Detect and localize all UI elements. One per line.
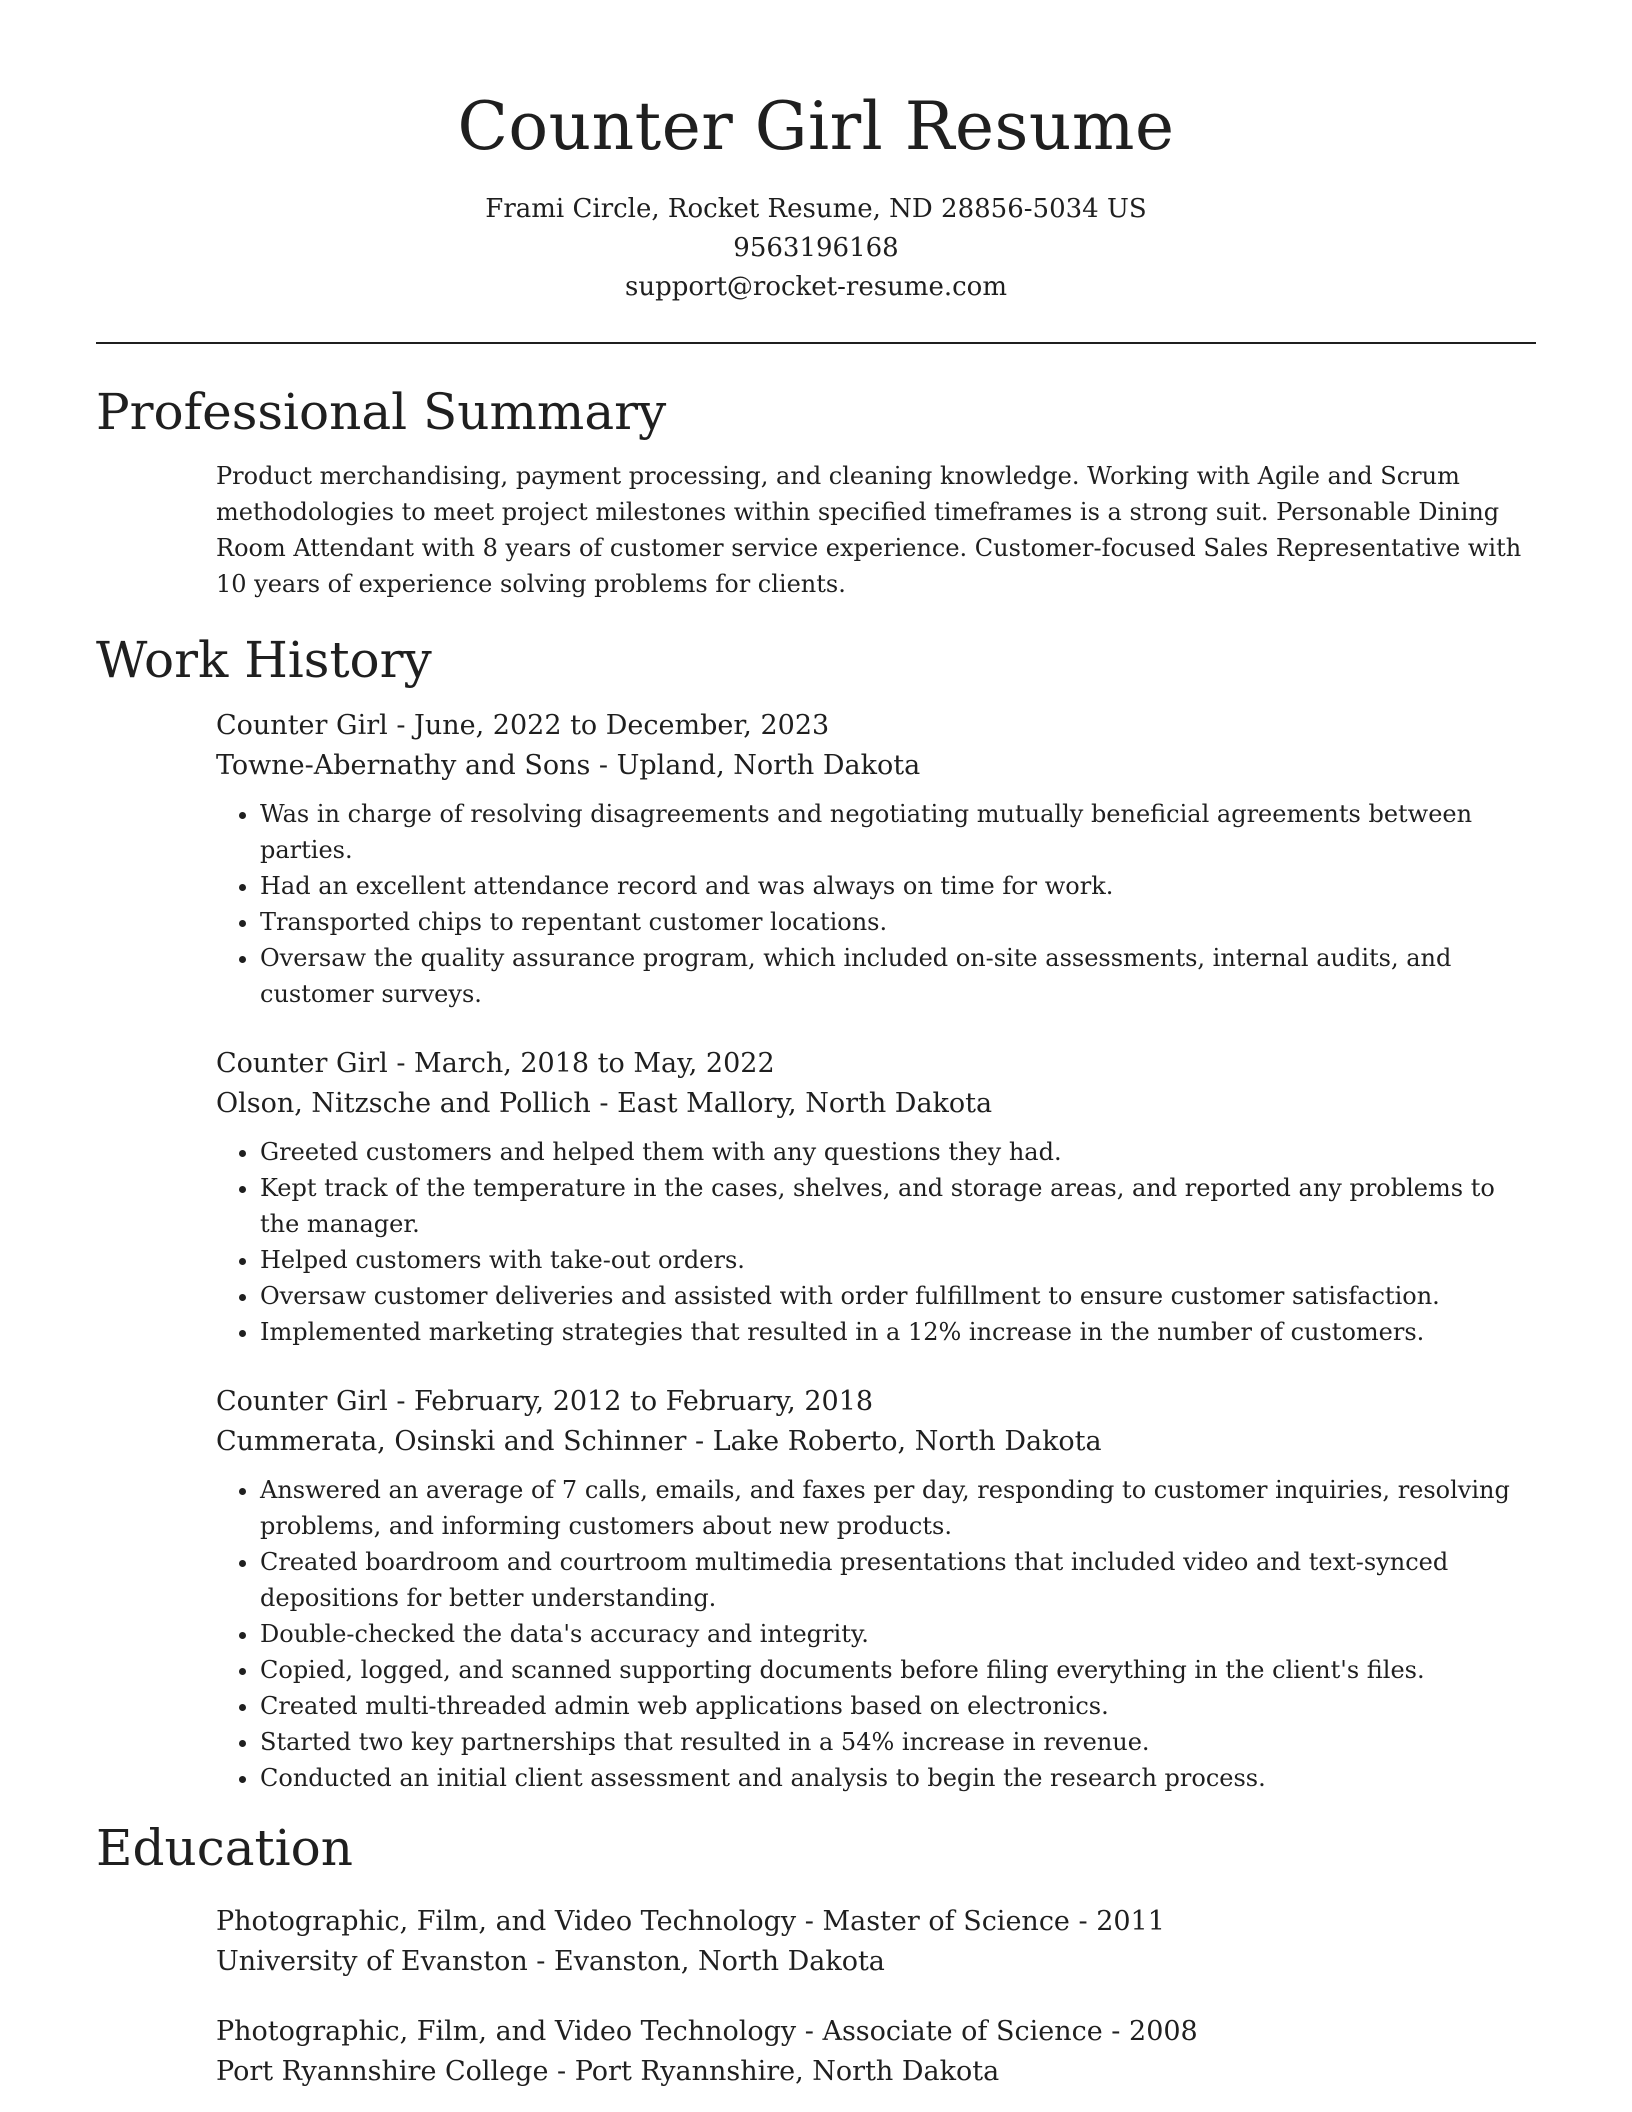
list-item: • Answered an average of 7 calls, emails, and faxes per day, responding to customer inquiries, resolving problems, and informing customers about new products.	[260, 1472, 1536, 1544]
job-entry	[216, 706, 1536, 1012]
education-degree: Photographic, Film, and Video Technology - Master of Science - 2011	[216, 1906, 1165, 1937]
contact-block	[96, 190, 1536, 307]
list-item: • Created boardroom and courtroom multimedia presentations that included video and text-synced depositions for better understanding.	[260, 1544, 1536, 1616]
list-item: • Kept track of the temperature in the cases, shelves, and storage areas, and reported any problems to the manager.	[260, 1170, 1536, 1242]
list-item: • Oversaw the quality assurance program, which included on-site assessments, internal audits, and customer surveys.	[260, 940, 1536, 1012]
job-entry	[216, 1382, 1536, 1796]
resume-title: Counter Girl Resume	[457, 88, 1175, 165]
job-company-location: Olson, Nitzsche and Pollich - East Mallory, North Dakota	[216, 1088, 993, 1119]
contact-phone: 9563196168	[733, 233, 899, 263]
list-item: • Started two key partnerships that resulted in a 54% increase in revenue.	[260, 1724, 1536, 1760]
list-item: • Created multi-threaded admin web applications based on electronics.	[260, 1688, 1536, 1724]
list-item: • Had an excellent attendance record and was always on time for work.	[260, 868, 1536, 904]
education-school: University of Evanston - Evanston, North Dakota	[216, 1946, 885, 1977]
job-company-location: Cummerata, Osinski and Schinner - Lake Roberto, North Dakota	[216, 1426, 1102, 1457]
header-divider	[96, 342, 1536, 344]
contact-address: Frami Circle, Rocket Resume, ND 28856-5034 US	[485, 194, 1147, 224]
education-heading: Education	[96, 1819, 353, 1877]
education-school: Port Ryannshire College - Port Ryannshire, North Dakota	[216, 2056, 1000, 2087]
job-bullets	[216, 796, 1536, 1012]
job-bullets	[216, 1472, 1536, 1796]
contact-email: support@rocket-resume.com	[624, 272, 1007, 302]
list-item: • Double-checked the data's accuracy and integrity.	[260, 1616, 1536, 1652]
job-company-location: Towne-Abernathy and Sons - Upland, North Dakota	[216, 750, 921, 781]
job-role-dates: Counter Girl - June, 2022 to December, 2023	[216, 710, 830, 741]
summary-text: Product merchandising, payment processing, and cleaning knowledge. Working with Agile and Scrum methodologies to meet project milestones within specified timeframes is a strong suit. Personable Dining Room Attendant with 8 years of customer service experience. Customer-focused Sales Representative with 10 years of experience solving problems for clients.	[216, 462, 1522, 598]
list-item: • Implemented marketing strategies that resulted in a 12% increase in the number of customers.	[260, 1314, 1536, 1350]
education-degree: Photographic, Film, and Video Technology - Associate of Science - 2008	[216, 2016, 1198, 2047]
list-item: • Was in charge of resolving disagreements and negotiating mutually beneficial agreements between parties.	[260, 796, 1536, 868]
list-item: • Transported chips to repentant customer locations.	[260, 904, 1536, 940]
list-item: • Copied, logged, and scanned supporting documents before filing everything in the client's files.	[260, 1652, 1536, 1688]
list-item: • Conducted an initial client assessment and analysis to begin the research process.	[260, 1760, 1536, 1796]
resume-header	[96, 0, 1536, 307]
education-entry	[216, 1902, 1536, 1982]
work-history-heading: Work History	[96, 631, 432, 689]
list-item: • Helped customers with take-out orders.	[260, 1242, 1536, 1278]
job-role-dates: Counter Girl - March, 2018 to May, 2022	[216, 1048, 775, 1079]
education-entry	[216, 2012, 1536, 2092]
job-bullets	[216, 1134, 1536, 1350]
summary-heading: Professional Summary	[96, 383, 667, 441]
job-entry	[216, 1044, 1536, 1350]
resume-page	[96, 0, 1536, 2092]
job-role-dates: Counter Girl - February, 2012 to February, 2018	[216, 1386, 874, 1417]
list-item: • Oversaw customer deliveries and assisted with order fulfillment to ensure customer satisfaction.	[260, 1278, 1536, 1314]
list-item: • Greeted customers and helped them with any questions they had.	[260, 1134, 1536, 1170]
